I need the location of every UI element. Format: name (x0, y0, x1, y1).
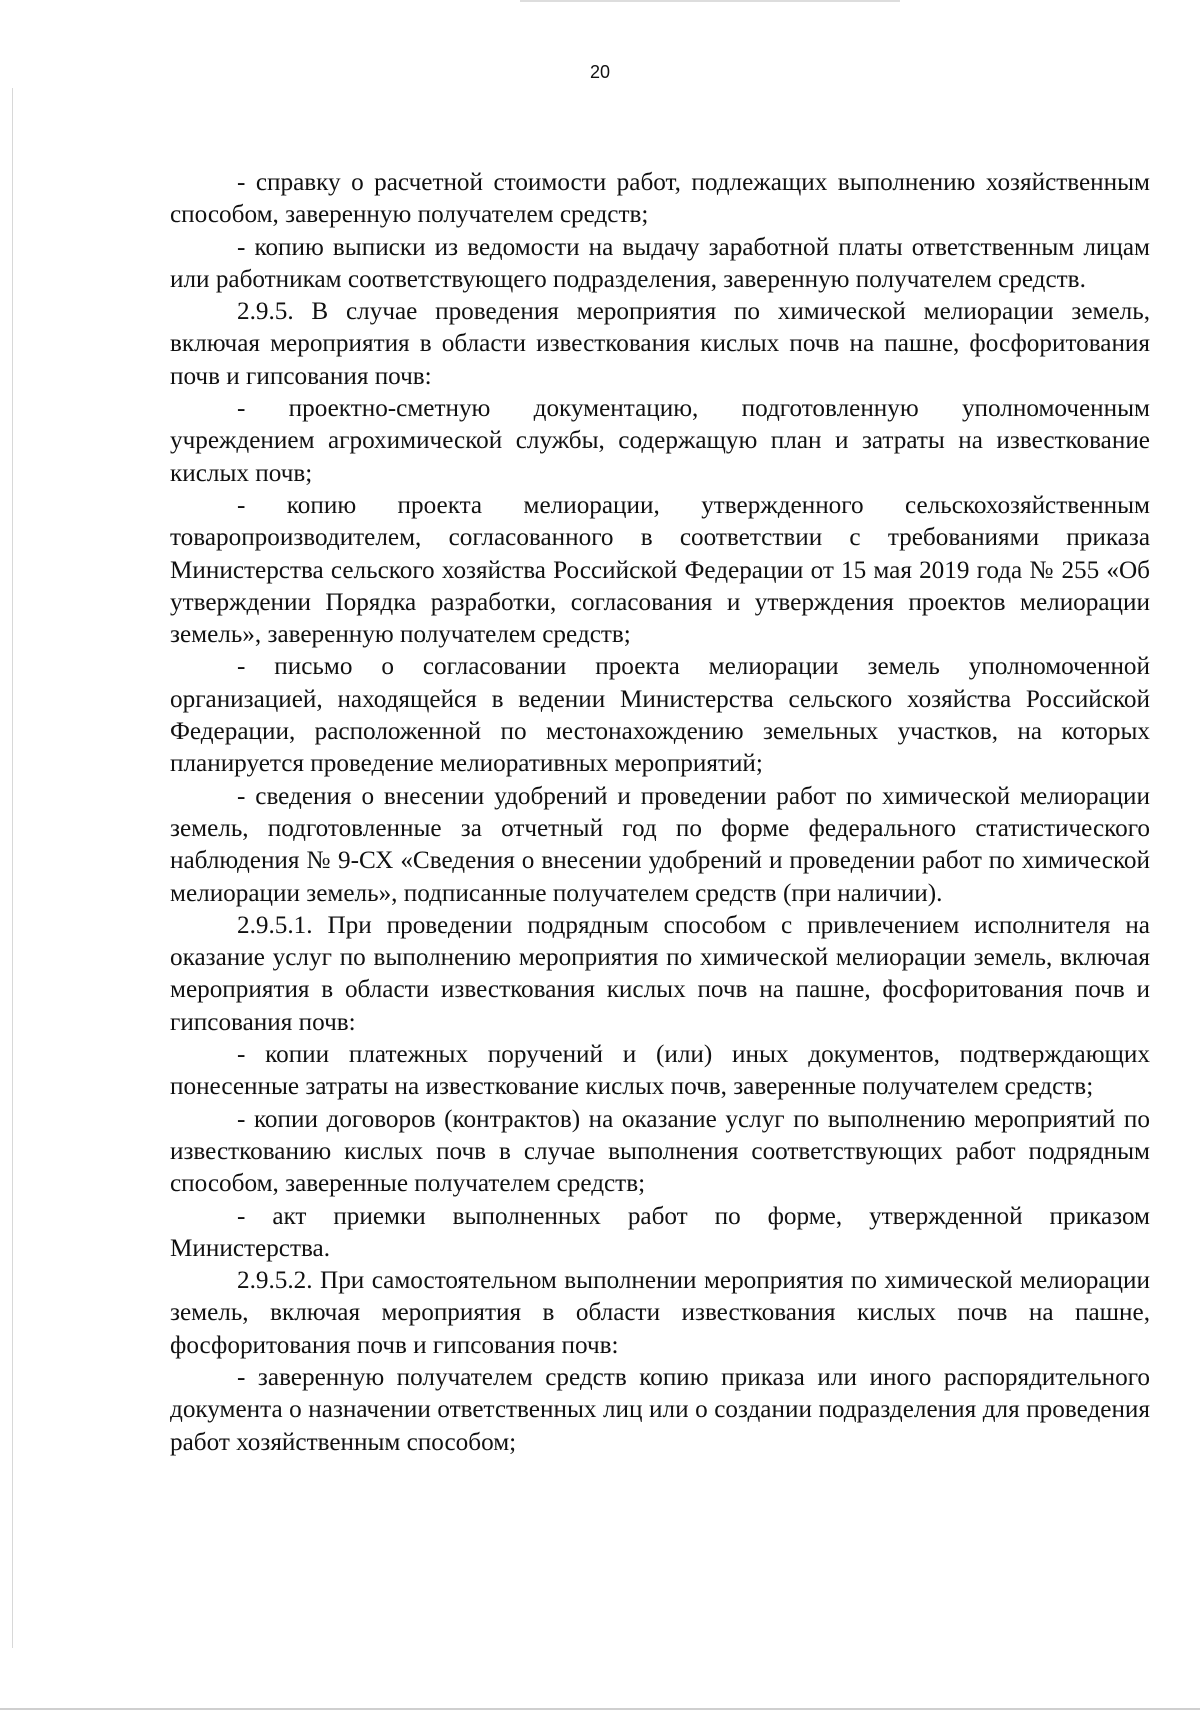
paragraph: - копии платежных поручений и (или) иных документов, подтверждающих понесенные затраты на известкование кислых почв, заверенные получателем средств; (170, 1041, 1150, 1101)
paragraph: - акт приемки выполненных работ по форме, утвержденной приказом Министерства. (170, 1202, 1150, 1262)
document-body (170, 167, 1150, 1459)
paragraph: - копии договоров (контрактов) на оказание услуг по выполнению мероприятий по известкованию кислых почв в случае выполнения соответствующих работ подрядным способом, заверенные получателем средств; (170, 1105, 1150, 1198)
page-number: 20 (589, 62, 611, 82)
scan-edge-left (12, 88, 13, 1648)
paragraph: 2.9.5. В случае проведения мероприятия по химической мелиорации земель, включая мероприятия в области известкования кислых почв на пашне, фосфоритования почв и гипсования почв: (170, 298, 1150, 390)
paragraph: - копию проекта мелиорации, утвержденного сельскохозяйственным товаропроизводителем, согласованного в соответствии с требованиями приказа Министерства сельского хозяйства Российской Федерации от 15 мая 2019 года № 255 «Об утверждении Порядка разработки, согласования и утверждения проектов мелиорации земель», заверенную получателем средств; (170, 491, 1150, 649)
paragraph: - проектно-сметную документацию, подготовленную уполномоченным учреждением агрохимической службы, содержащую план и затраты на известкование кислых почв; (170, 395, 1150, 487)
paragraph: - копию выписки из ведомости на выдачу заработной платы ответственным лицам или работникам соответствующего подразделения, заверенную получателем средств. (170, 233, 1150, 293)
paragraph: - письмо о согласовании проекта мелиорации земель уполномоченной организацией, находящейся в ведении Министерства сельского хозяйства Российской Федерации, расположенной по местонахождению земельных участков, на которых планируется проведение мелиоративных мероприятий; (170, 653, 1150, 778)
scan-edge-top (520, 0, 900, 2)
paragraph: 2.9.5.1. При проведении подрядным способом с привлечением исполнителя на оказание услуг по выполнению мероприятия по химической мелиорации земель, включая мероприятия в области известкования кислых почв на пашне, фосфоритования почв и гипсования почв: (170, 911, 1150, 1036)
scan-edge-bottom (0, 1708, 1200, 1710)
paragraph: 2.9.5.2. При самостоятельном выполнении мероприятия по химической мелиорации земель, включая мероприятия в области известкования кислых почв на пашне, фосфоритования почв и гипсования почв: (170, 1267, 1150, 1359)
paragraph: - справку о расчетной стоимости работ, подлежащих выполнению хозяйственным способом, заверенную получателем средств; (170, 169, 1150, 229)
paragraph: - заверенную получателем средств копию приказа или иного распорядительного документа о назначении ответственных лиц или о создании подразделения для проведения работ хозяйственным способом; (170, 1363, 1150, 1456)
paragraph: - сведения о внесении удобрений и проведении работ по химической мелиорации земель, подготовленные за отчетный год по форме федерального статистического наблюдения № 9-СХ «Сведения о внесении удобрений и проведении работ по химической мелиорации земель», подписанные получателем средств (при наличии). (170, 782, 1150, 907)
